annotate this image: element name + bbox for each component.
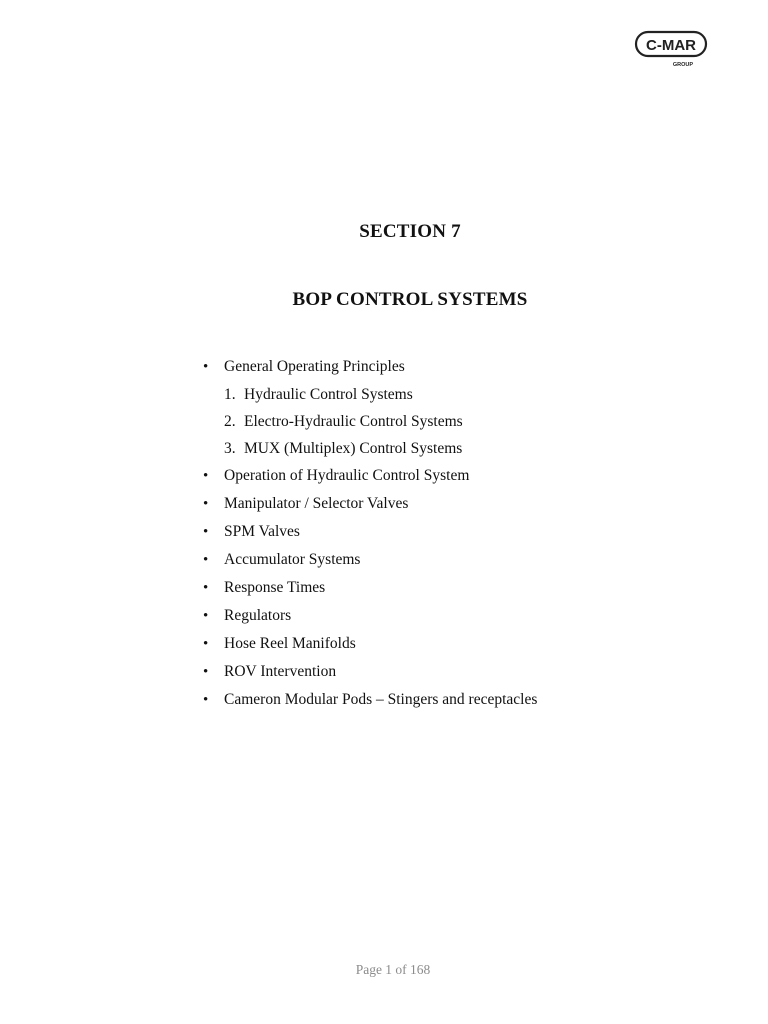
bullet-icon: • [203,468,209,484]
list-item [200,465,537,493]
section-contents-list [200,356,537,717]
list-item-label: General Operating Principles [224,358,405,375]
logo-subtext: GROUP [672,62,694,68]
list-item [200,549,537,577]
section-title-heading: BOP CONTROL SYSTEMS [292,289,528,310]
list-item-label: SPM Valves [224,523,300,540]
sub-item-number: 1. [224,386,236,403]
list-item-label: Hose Reel Manifolds [224,635,356,652]
list-item-label: Accumulator Systems [224,551,361,568]
bullet-icon: • [203,608,209,624]
list-item [200,577,537,605]
list-item-label: Response Times [224,579,326,596]
company-logo [634,30,714,70]
list-item [200,493,537,521]
list-item-label: Cameron Modular Pods – Stingers and receptacles [224,691,538,708]
c-mar-logo-icon [634,30,714,70]
bullet-icon: • [203,552,209,568]
bullet-icon: • [203,692,209,708]
numbered-sub-item [200,438,537,465]
sub-item-number: 2. [224,413,236,430]
bullet-icon: • [203,580,209,596]
sub-item-label: MUX (Multiplex) Control Systems [244,440,463,457]
numbered-sub-item [200,384,537,411]
bullet-icon: • [203,636,209,652]
list-item [200,689,537,717]
sub-item-label: Electro-Hydraulic Control Systems [244,413,463,430]
list-item-label: Regulators [224,607,292,624]
sub-item-label: Hydraulic Control Systems [244,386,413,403]
list-item-label: Operation of Hydraulic Control System [224,467,470,484]
section-number-heading: SECTION 7 [359,221,461,242]
list-item-label: ROV Intervention [224,663,337,680]
list-item [200,633,537,661]
list-item [200,356,537,384]
numbered-sub-item [200,411,537,438]
sub-item-number: 3. [224,440,236,457]
bullet-icon: • [203,524,209,540]
bullet-icon: • [203,359,209,375]
list-item [200,521,537,549]
bullet-icon: • [203,496,209,512]
logo-text: C-MAR [646,37,696,54]
list-item [200,661,537,689]
page-number-footer: Page 1 of 168 [355,962,431,977]
bullet-icon: • [203,664,209,680]
list-item [200,605,537,633]
list-item-label: Manipulator / Selector Valves [224,495,409,512]
